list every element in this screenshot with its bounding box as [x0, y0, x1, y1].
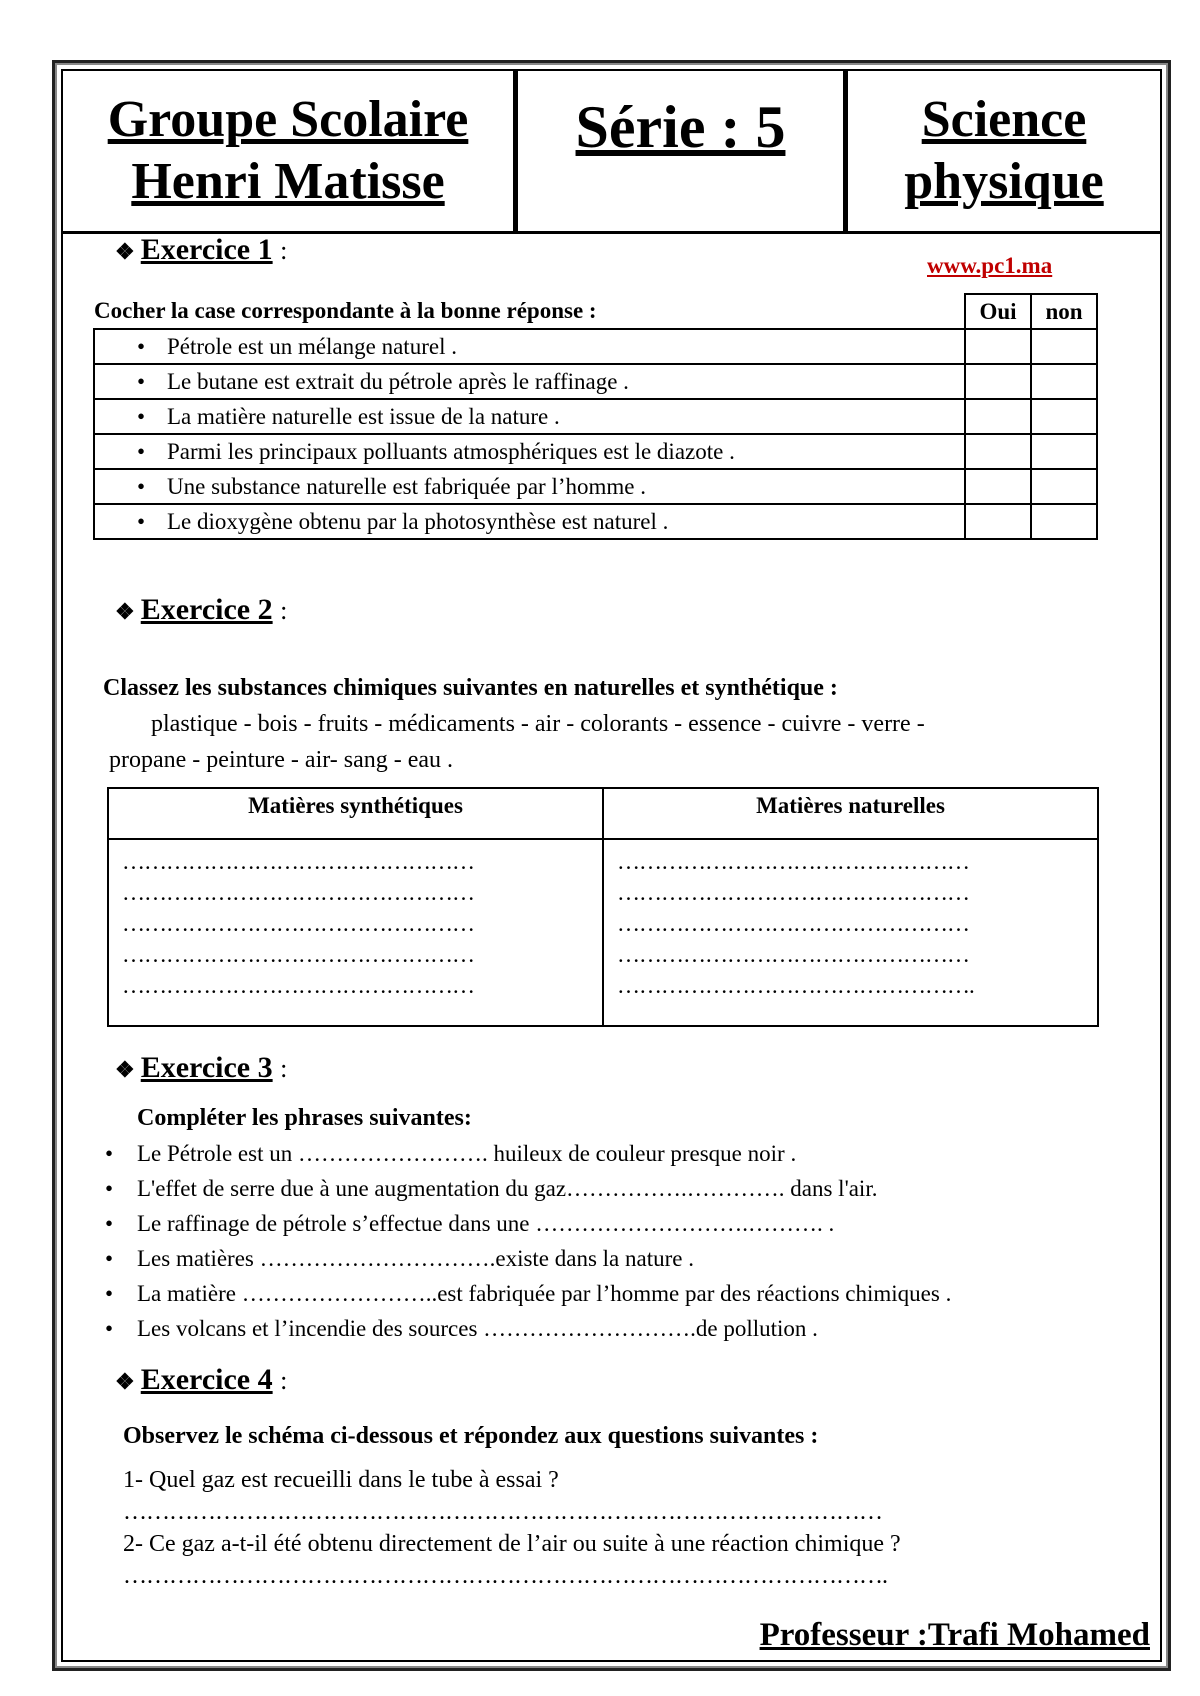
answer-line: …………………………………………: [617, 942, 969, 967]
checkbox-yes[interactable]: [965, 364, 1031, 399]
school-line1: Groupe Scolaire: [107, 90, 469, 148]
exercise3-heading: [115, 1051, 287, 1085]
answer-line: …………………………………………: [122, 849, 474, 874]
statement-cell: • Le butane est extrait du pétrole après le raffinage .: [94, 364, 965, 399]
table-row: [94, 469, 1097, 504]
answer-line: …………………………………………: [122, 880, 474, 905]
col-yes-header: Oui: [965, 294, 1031, 329]
answer2-line[interactable]: ……………………………………………………………………………………….: [123, 1563, 887, 1589]
table-row: [94, 364, 1097, 399]
table-row: [94, 399, 1097, 434]
header: [63, 71, 1160, 234]
exercise2-title: Exercice 2: [140, 593, 273, 626]
answer-line: …………………………………………: [122, 911, 474, 936]
list-item: • L'effet de serre due à une augmentation du gaz…………….…………. dans l'air.: [105, 1176, 878, 1201]
answer-line: …………………………………………: [617, 880, 969, 905]
list-item: • Le raffinage de pétrole s’effectue dans une ……………………….………. .: [105, 1211, 835, 1236]
answer1-line[interactable]: ………………………………………………………………………………………: [123, 1499, 882, 1525]
teacher-signature: Professeur :Trafi Mohamed: [759, 1617, 1150, 1653]
list-item: • La matière ……………………..est fabriquée par l’homme par des réactions chimiques .: [105, 1281, 952, 1306]
exercise3-colon: :: [280, 1054, 288, 1083]
answer-line: ………………………………………….: [617, 973, 974, 998]
checkbox-no[interactable]: [1031, 329, 1097, 364]
website-link[interactable]: www.pc1.ma: [927, 253, 1053, 278]
sentence-text: L'effet de serre due à une augmentation du gaz…………….…………. dans l'air.: [137, 1176, 878, 1201]
answer-line: …………………………………………: [617, 849, 969, 874]
checkbox-yes[interactable]: [965, 434, 1031, 469]
exercise1-heading: [115, 233, 287, 267]
statement-text: Pétrole est un mélange naturel .: [167, 333, 457, 359]
diamond-bullet-icon: ❖: [115, 239, 135, 264]
question1: 1- Quel gaz est recueilli dans le tube à essai ?: [123, 1467, 559, 1493]
col-natural-header: Matières naturelles: [603, 788, 1098, 839]
statement-text: Parmi les principaux polluants atmosphériques est le diazote .: [167, 438, 735, 464]
question2: 2- Ce gaz a-t-il été obtenu directement de l’air ou suite à une réaction chimique ?: [123, 1531, 901, 1557]
page-content: [61, 69, 1162, 1662]
statement-text: Le dioxygène obtenu par la photosynthèse est naturel .: [167, 508, 669, 534]
series-title: [518, 71, 848, 231]
exercise4-title: Exercice 4: [140, 1363, 273, 1396]
checkbox-yes[interactable]: [965, 399, 1031, 434]
list-item: • Le Pétrole est un ……………………. huileux de couleur presque noir .: [105, 1141, 797, 1166]
diamond-bullet-icon: ❖: [115, 599, 135, 624]
checkbox-no[interactable]: [1031, 504, 1097, 539]
statement-cell: • Le dioxygène obtenu par la photosynthèse est naturel .: [94, 504, 965, 539]
statement-cell: • Parmi les principaux polluants atmosphériques est le diazote .: [94, 434, 965, 469]
exercise4-colon: :: [280, 1366, 288, 1395]
exercise1-colon: :: [280, 236, 288, 265]
statement-cell: • La matière naturelle est issue de la nature .: [94, 399, 965, 434]
answer-line: …………………………………………: [122, 973, 474, 998]
subject: [848, 71, 1160, 231]
col-no-header: non: [1031, 294, 1097, 329]
exercise4-instruction: Observez le schéma ci-dessous et répondez aux questions suivantes :: [123, 1423, 819, 1449]
school-line2: Henri Matisse: [131, 153, 445, 210]
statement-cell: • Pétrole est un mélange naturel .: [94, 329, 965, 364]
table-row: [94, 504, 1097, 539]
checkbox-no[interactable]: [1031, 399, 1097, 434]
exercise2-list-line2: propane - peinture - air- sang - eau .: [109, 747, 454, 773]
statement-text: Le butane est extrait du pétrole après le raffinage .: [167, 368, 629, 394]
school-name: [63, 71, 518, 231]
synthetic-answer-area[interactable]: [108, 839, 603, 1026]
exercise1-instruction: Cocher la case correspondante à la bonne réponse :: [94, 298, 597, 323]
table-row: [94, 434, 1097, 469]
exercise2-list-line1: plastique - bois - fruits - médicaments - air - colorants - essence - cuivre - verre -: [151, 711, 925, 737]
table-row: [94, 329, 1097, 364]
statement-text: Une substance naturelle est fabriquée par l’homme .: [167, 473, 646, 499]
exercise2-table: [107, 787, 1099, 1027]
checkbox-yes[interactable]: [965, 504, 1031, 539]
exercise4-heading: [115, 1363, 287, 1397]
list-item: • Les matières ………………………….existe dans la nature .: [105, 1246, 694, 1271]
answer-line: …………………………………………: [122, 942, 474, 967]
natural-answer-area[interactable]: [603, 839, 1098, 1026]
checkbox-yes[interactable]: [965, 469, 1031, 504]
page-frame: [52, 60, 1171, 1671]
list-item: • Les volcans et l’incendie des sources ……………………….de pollution .: [105, 1316, 818, 1341]
statement-text: La matière naturelle est issue de la nature .: [167, 403, 560, 429]
sentence-text: Les matières ………………………….existe dans la nature .: [137, 1246, 694, 1271]
exercise2-instruction: Classez les substances chimiques suivantes en naturelles et synthétique :: [103, 675, 838, 701]
sentence-text: Les volcans et l’incendie des sources ……………………….de pollution .: [137, 1316, 818, 1341]
subject-line2: physique: [904, 153, 1104, 210]
sentence-text: Le Pétrole est un ……………………. huileux de couleur presque noir .: [137, 1141, 797, 1166]
exercise2-colon: :: [280, 596, 288, 625]
series-label: Série : 5: [575, 94, 786, 160]
sentence-text: Le raffinage de pétrole s’effectue dans une ……………………….………. .: [137, 1211, 835, 1236]
exercise2-heading: [115, 593, 287, 627]
checkbox-no[interactable]: [1031, 469, 1097, 504]
col-synthetic-header: Matières synthétiques: [108, 788, 603, 839]
exercise1-title: Exercice 1: [140, 233, 273, 266]
statement-cell: • Une substance naturelle est fabriquée par l’homme .: [94, 469, 965, 504]
exercise3-title: Exercice 3: [140, 1051, 273, 1084]
exercise3-instruction: Compléter les phrases suivantes:: [137, 1105, 472, 1131]
diamond-bullet-icon: ❖: [115, 1057, 135, 1082]
checkbox-yes[interactable]: [965, 329, 1031, 364]
subject-line1: Science: [921, 90, 1087, 148]
diamond-bullet-icon: ❖: [115, 1369, 135, 1394]
checkbox-no[interactable]: [1031, 364, 1097, 399]
exercise1-table: [93, 293, 1098, 540]
sentence-text: La matière ……………………..est fabriquée par l’homme par des réactions chimiques .: [137, 1281, 952, 1306]
checkbox-no[interactable]: [1031, 434, 1097, 469]
answer-line: …………………………………………: [617, 911, 969, 936]
